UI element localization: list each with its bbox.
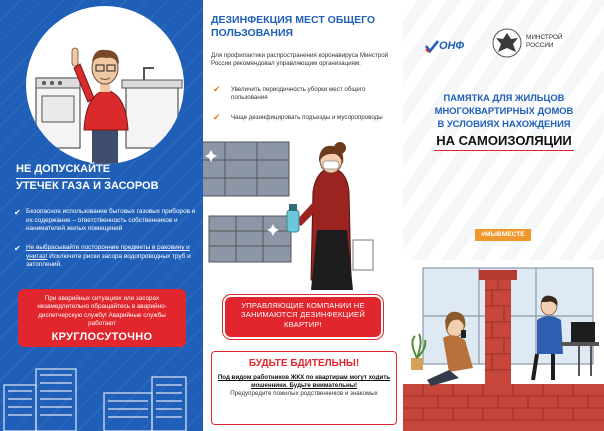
minstroy-logo-text: МИНСТРОЙ РОССИИ: [526, 34, 563, 49]
check-icon: ✔: [14, 244, 21, 253]
minstroy-logo: [492, 28, 563, 63]
right-panel: [403, 0, 604, 431]
vigilance-advice: Предупредите пожилых родственников и знакомых: [230, 390, 378, 398]
vigilance-warning: Под видом работников ЖКХ по квартирам могут ходить мошенники. Будьте внимательны!: [217, 374, 391, 389]
left-bullet-1: [16, 208, 196, 234]
middle-intro: Для профилактики распространения коронавируса Минстрой России рекомендовал управляющим организациям:: [211, 52, 389, 67]
man-illustration: [26, 6, 184, 164]
vigilance-box: [211, 351, 397, 425]
management-notice: УПРАВЛЯЮЩИЕ КОМПАНИИ НЕ ЗАНИМАЮТСЯ ДЕЗИНФЕКЦИЕЙ КВАРТИР!: [223, 295, 383, 339]
middle-bullet-2-text: Чаще дезинфицировать подъезды и мусоропроводы: [231, 114, 383, 121]
left-bullet-2-underlined: Не выбрасывайте посторонние предметы в раковину и унитаз!: [26, 244, 190, 260]
left-bullet-1-text: Безопасное использование бытовых газовых приборов и их содержание – ответственность собственников и нанимателей жилых помещений: [26, 208, 196, 233]
emergency-box: [18, 289, 186, 347]
middle-title: ДЕЗИНФЕКЦИЯ МЕСТ ОБЩЕГО ПОЛЬЗОВАНИЯ: [211, 14, 376, 39]
left-bullet-2-rest: Исключите риски засора водопроводных труб и затоплений.: [26, 252, 191, 269]
title-line-3: В УСЛОВИЯХ НАХОЖДЕНИЯ: [437, 117, 571, 129]
left-heading: [16, 162, 196, 194]
onf-logo: [425, 40, 473, 54]
emergency-round-the-clock: КРУГЛОСУТОЧНО: [51, 331, 153, 344]
title-main: НА САМОИЗОЛЯЦИИ: [434, 133, 574, 151]
city-buildings-illustration: [0, 351, 203, 431]
middle-bullet-1-text: Увеличить периодичность уборки мест общего пользования: [231, 86, 366, 101]
left-heading-line1: НЕ ДОПУСКАЙТЕ: [16, 162, 110, 179]
middle-bullet-2: [213, 114, 397, 122]
vigilance-heading: БУДЬТЕ БДИТЕЛЬНЫ!: [248, 358, 360, 369]
eagle-emblem-icon: [492, 28, 522, 58]
middle-bullet-1: [213, 86, 397, 102]
cleaning-woman-illustration: [203, 130, 403, 290]
left-bullet-2: [16, 244, 196, 270]
home-isolation-illustration: [403, 262, 604, 431]
check-icon: ✔: [213, 112, 221, 122]
hashtag-badge: #МЫВМЕСТЕ: [475, 229, 531, 241]
leaflet-title: [411, 92, 597, 151]
left-panel: [0, 0, 203, 431]
title-line-2: МНОГОКВАРТИРНЫХ ДОМОВ: [434, 104, 574, 116]
check-icon: ✔: [213, 84, 221, 94]
onf-check-icon: [425, 40, 439, 54]
emergency-text: При аварийных ситуациях или засорах незамедлительно обращайтесь в аварийно-диспетчерскую службу! Аварийные службы работают: [37, 295, 167, 327]
onf-logo-text: ОНФ: [439, 40, 465, 52]
title-line-1: ПАМЯТКА ДЛЯ ЖИЛЬЦОВ: [443, 92, 565, 103]
check-icon: ✔: [14, 208, 21, 217]
left-bullet-2-text: [16, 244, 196, 270]
middle-panel: [203, 0, 403, 431]
left-heading-line2: УТЕЧЕК ГАЗА И ЗАСОРОВ: [16, 180, 159, 192]
